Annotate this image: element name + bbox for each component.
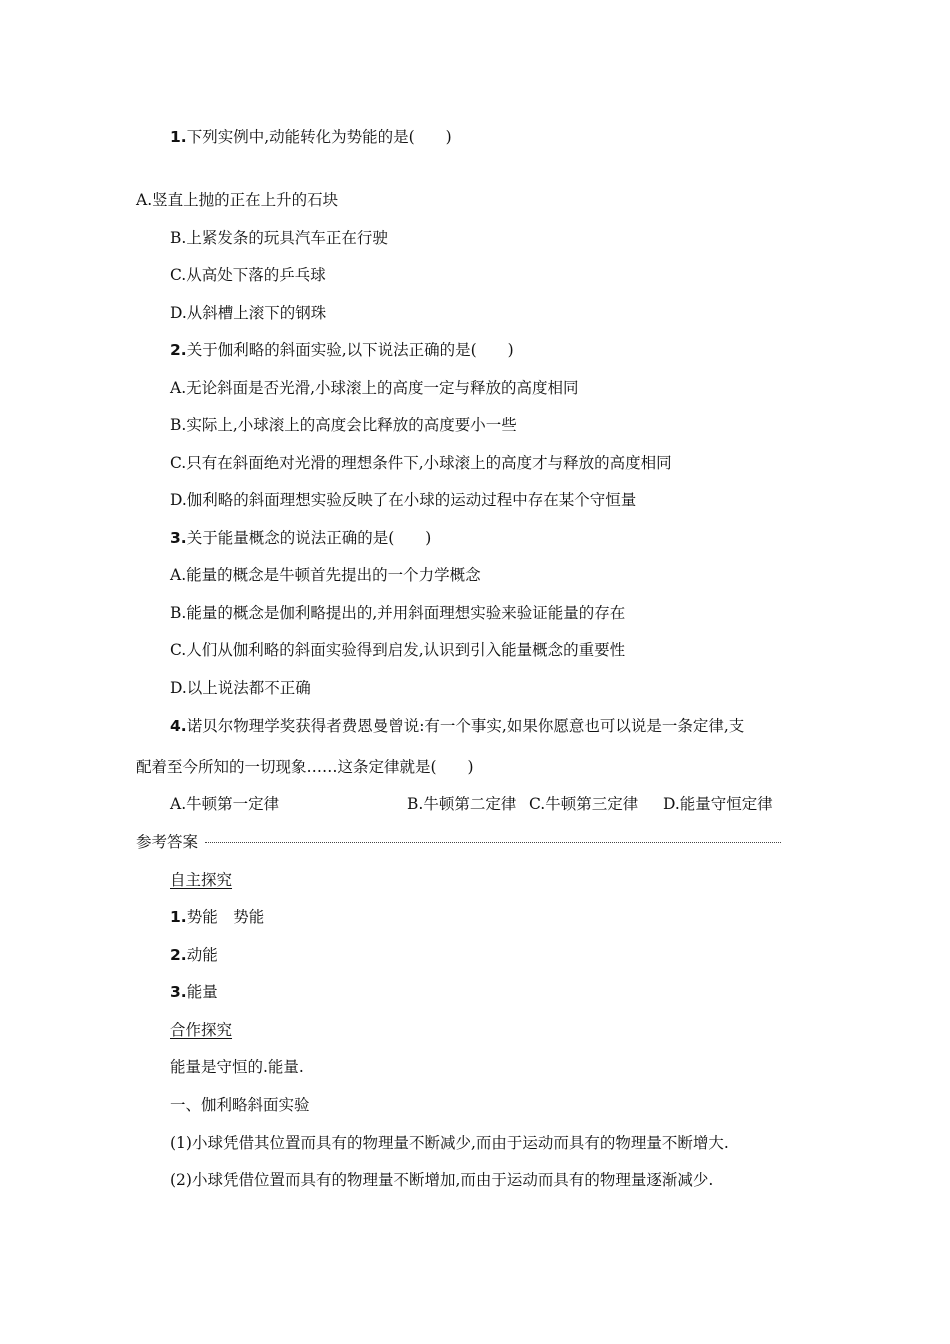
question-2-option-d: D.伽利略的斜面理想实验反映了在小球的运动过程中存在某个守恒量 <box>170 491 637 509</box>
question-3-stem <box>170 528 431 548</box>
section-2-point-2: (2)小球凭借位置而具有的物理量不断增加,而由于运动而具有的物理量逐渐减少. <box>170 1171 714 1189</box>
question-1-option-d: D.从斜槽上滚下的钢珠 <box>170 304 327 322</box>
question-1-option-b: B.上紧发条的玩具汽车正在行驶 <box>170 229 388 247</box>
question-3-option-d: D.以上说法都不正确 <box>170 679 311 697</box>
section-1-item-3-number: 3. <box>170 983 187 1001</box>
section-1-item-1-number: 1. <box>170 908 187 926</box>
question-1-text: 下列实例中,动能转化为势能的是( ) <box>186 128 452 146</box>
question-4-stem-line-1 <box>170 716 744 736</box>
question-4-stem-line-2: 配着至今所知的一切现象……这条定律就是( ) <box>136 758 474 776</box>
question-4-option-a: A.牛顿第一定律 <box>170 795 280 813</box>
question-2-option-a: A.无论斜面是否光滑,小球滚上的高度一定与释放的高度相同 <box>170 379 579 397</box>
question-4-option-c: C.牛顿第三定律 <box>529 795 639 813</box>
answers-title: 参考答案 <box>136 833 199 851</box>
question-1-stem <box>170 127 452 147</box>
question-4-option-b: B.牛顿第二定律 <box>407 795 517 813</box>
question-3-option-a: A.能量的概念是牛顿首先提出的一个力学概念 <box>170 566 481 584</box>
section-2-subheading: 一、伽利略斜面实验 <box>170 1096 310 1114</box>
question-2-option-c: C.只有在斜面绝对光滑的理想条件下,小球滚上的高度才与释放的高度相同 <box>170 454 672 472</box>
section-1-item-2-text: 动能 <box>186 946 218 964</box>
section-2-point-1: (1)小球凭借其位置而具有的物理量不断减少,而由于运动而具有的物理量不断增大. <box>170 1134 729 1152</box>
section-2-heading: 合作探究 <box>170 1021 233 1039</box>
question-3-number: 3. <box>170 529 187 547</box>
section-1-item-2 <box>170 945 218 965</box>
question-3-option-b: B.能量的概念是伽利略提出的,并用斜面理想实验来验证能量的存在 <box>170 604 626 622</box>
section-1-item-3-text: 能量 <box>186 983 218 1001</box>
section-1-item-1 <box>170 907 264 927</box>
section-1-item-3 <box>170 982 218 1002</box>
question-2-number: 2. <box>170 341 187 359</box>
question-1-option-a: A.竖直上抛的正在上升的石块 <box>136 191 339 209</box>
question-3-option-c: C.人们从伽利略的斜面实验得到启发,认识到引入能量概念的重要性 <box>170 641 626 659</box>
question-4-number: 4. <box>170 717 187 735</box>
section-1-heading: 自主探究 <box>170 871 233 889</box>
section-1-item-2-number: 2. <box>170 946 187 964</box>
question-2-stem <box>170 340 514 360</box>
question-4-text-line-1: 诺贝尔物理学奖获得者费恩曼曾说:有一个事实,如果你愿意也可以说是一条定律,支 <box>186 717 745 735</box>
question-2-option-b: B.实际上,小球滚上的高度会比释放的高度要小一些 <box>170 416 517 434</box>
section-1-item-1-text: 势能 势能 <box>186 908 265 926</box>
question-3-text: 关于能量概念的说法正确的是( ) <box>186 529 432 547</box>
question-1-number: 1. <box>170 128 187 146</box>
question-1-option-c: C.从高处下落的乒乓球 <box>170 266 326 284</box>
section-2-summary: 能量是守恒的.能量. <box>170 1058 304 1076</box>
question-2-text: 关于伽利略的斜面实验,以下说法正确的是( ) <box>186 341 514 359</box>
question-4-option-d: D.能量守恒定律 <box>663 795 773 813</box>
answers-divider <box>205 842 781 843</box>
